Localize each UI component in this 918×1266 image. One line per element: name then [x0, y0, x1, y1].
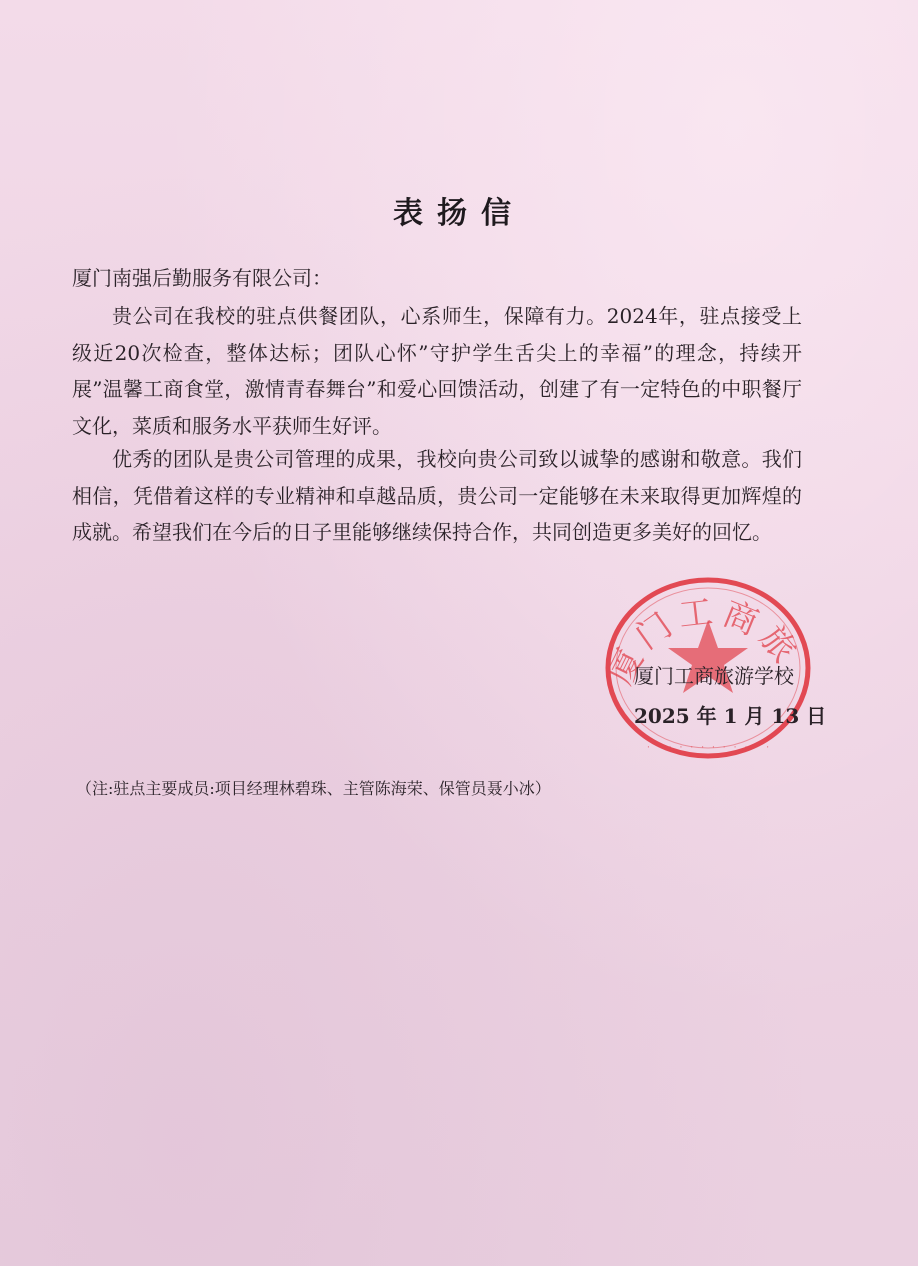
signing-date: 2025 年 1 月 13 日 [634, 704, 827, 728]
signer-name: 厦门工商旅游学校 [634, 664, 794, 688]
svg-text:· · · · · · · · · · · ·: · · · · · · · · · · · · [645, 743, 771, 753]
body-paragraph-1: 贵公司在我校的驻点供餐团队，心系师生，保障有力。2024年，驻点接受上级近20次检查，整体达标；团队心怀”守护学生舌尖上的幸福”的理念，持续开展”温馨工商食堂，激情青春舞台”和爱心回馈活动，创建了有一定特色的中职餐厅文化，菜质和服务水平获师生好评。 [72, 304, 802, 438]
salutation: 厦门南强后勤服务有限公司： [72, 266, 332, 290]
svg-text:厦门工商旅游学校: 厦门工商旅 [600, 591, 808, 691]
letter-title: 表扬信 [393, 196, 525, 231]
footnote: （注:驻点主要成员:项目经理林碧珠、主管陈海荣、保管员聂小冰） [76, 779, 551, 798]
body-paragraph-2: 优秀的团队是贵公司管理的成果，我校向贵公司致以诚挚的感谢和敬意。我们相信，凭借着这样的专业精神和卓越品质，贵公司一定能够在未来取得更加辉煌的成就。希望我们在今后的日子里能够继续保持合作，共同创造更多美好的回忆。 [72, 447, 802, 544]
